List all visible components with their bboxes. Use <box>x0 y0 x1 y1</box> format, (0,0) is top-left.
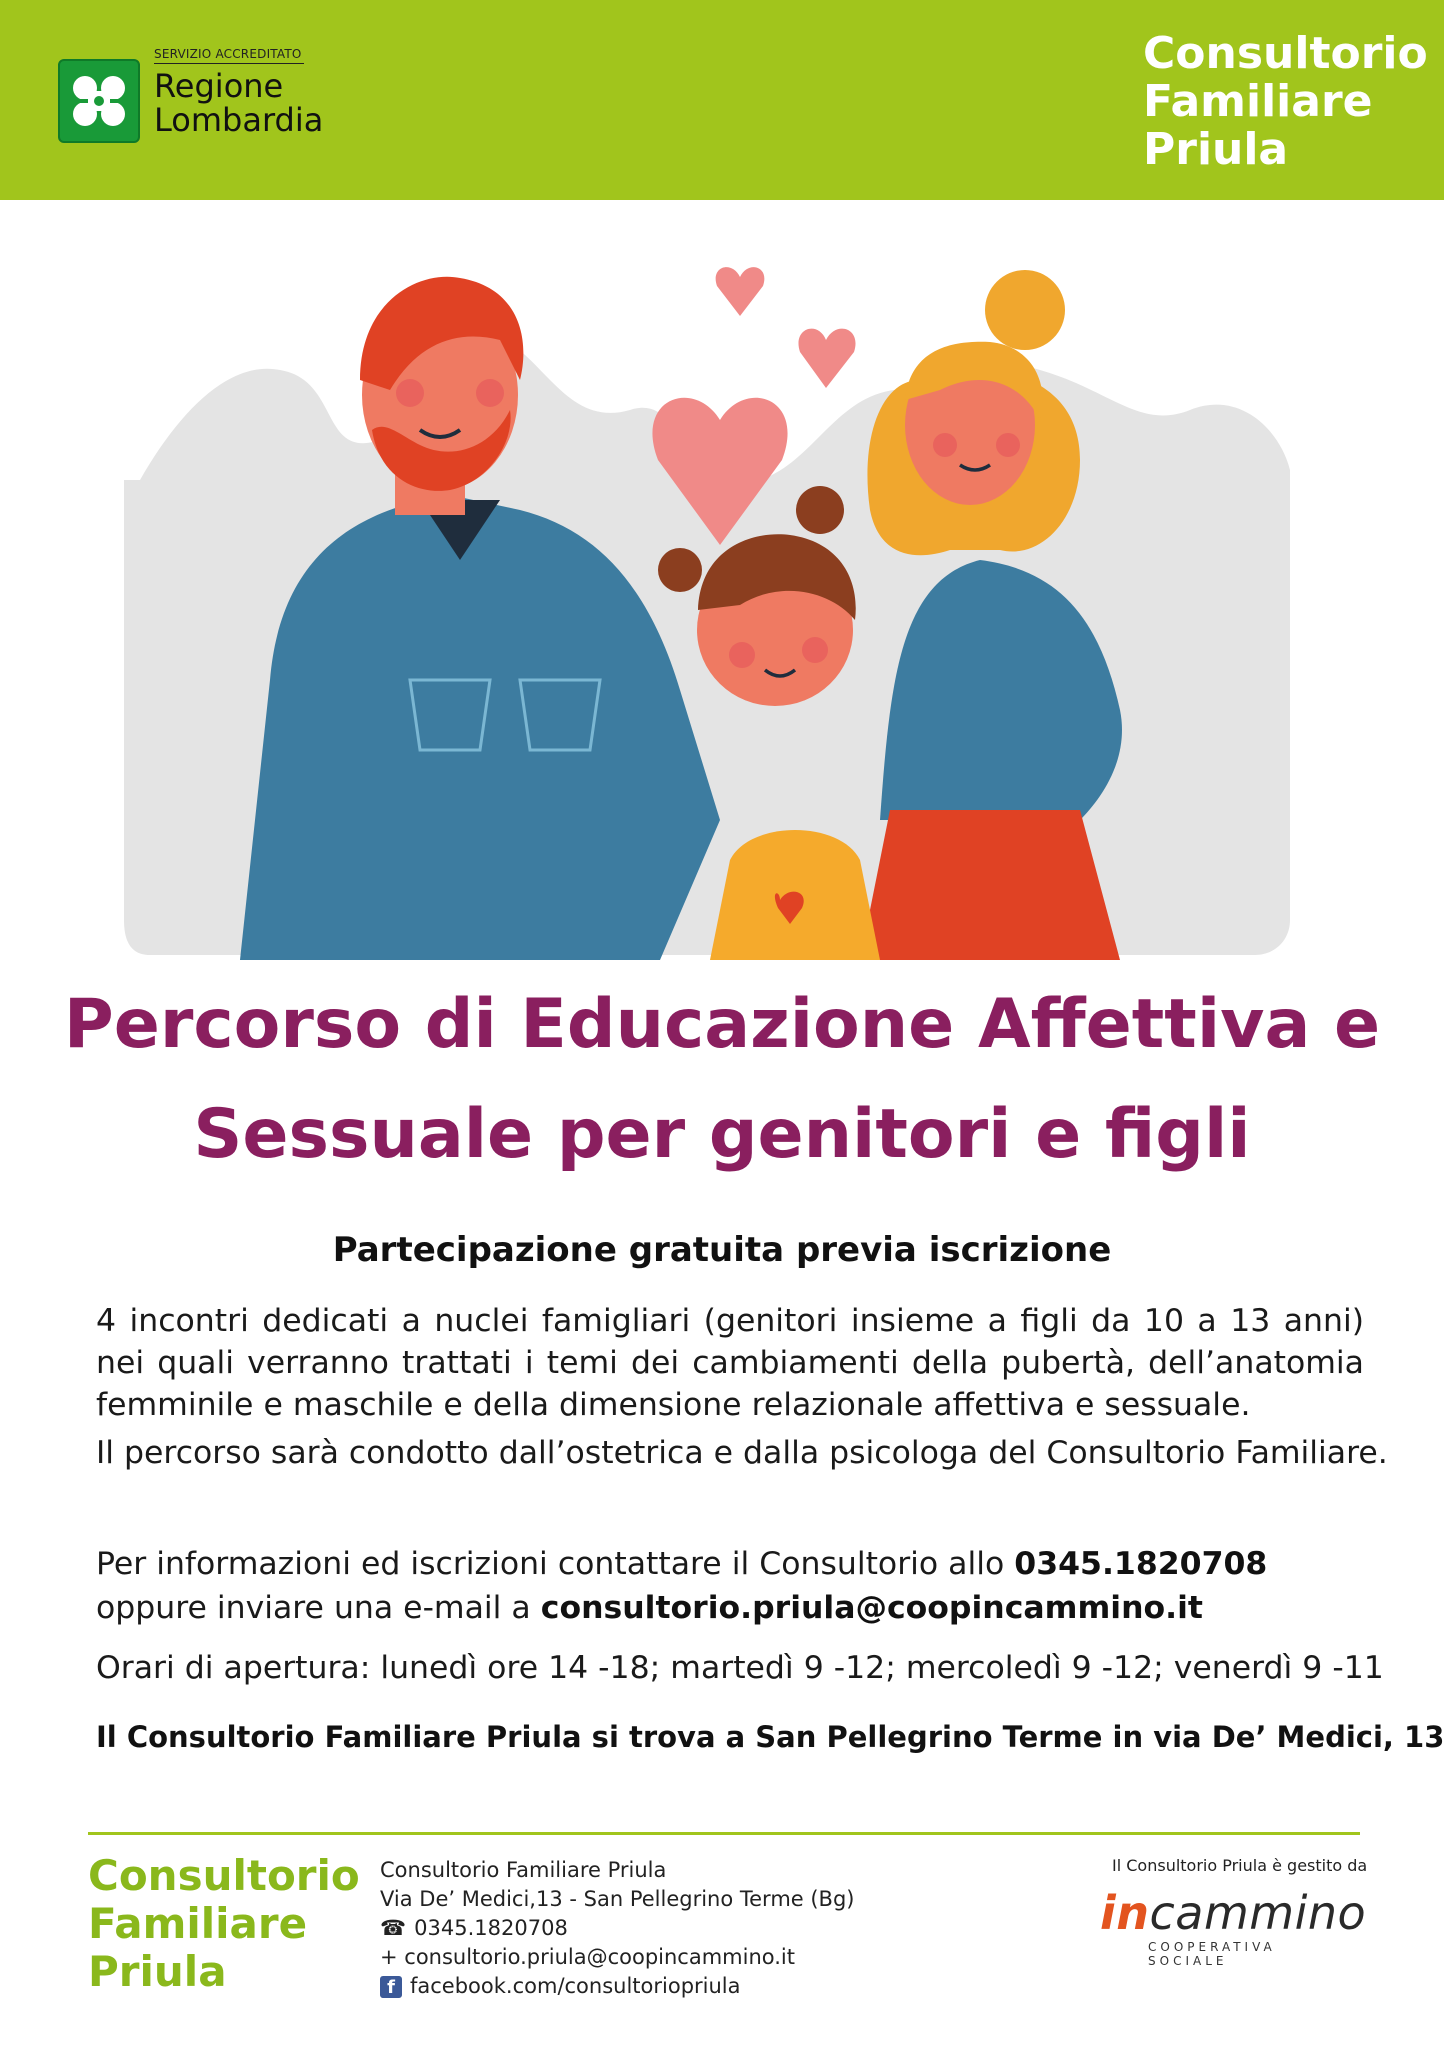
footer-facebook-row: f facebook.com/consultoriopriula <box>380 1972 855 2001</box>
lombardia-rose-icon <box>58 59 140 143</box>
facebook-icon: f <box>380 1976 402 1998</box>
footer-divider <box>88 1832 1360 1835</box>
contact-info: Per informazioni ed iscrizioni contattare il Consultorio allo 0345.1820708 oppure inviare una e-mail a consultorio.priula@coopincammino.it <box>96 1546 1268 1626</box>
footer-brand: Consultorio Familiare Priula <box>88 1851 360 1996</box>
contact-phone: 0345.1820708 <box>1014 1546 1268 1582</box>
father-figure <box>240 277 720 960</box>
opening-hours: Orari di apertura: lunedì ore 14 -18; martedì 9 -12; mercoledì 9 -12; venerdì 9 -11 <box>96 1650 1384 1686</box>
footer-contact-block <box>380 1856 855 2001</box>
accreditation-label: SERVIZIO ACCREDITATO <box>154 47 304 64</box>
description-paragraph: 4 incontri dedicati a nuclei famigliari (genitori insieme a figli da 10 a 13 anni) nei quali verranno trattati i temi dei cambiamenti della pubertà, dell’anatomia femminile e maschile e della dimensione relazionale affettiva e sessuale. <box>96 1303 1364 1423</box>
managed-by-label: Il Consultorio Priula è gestito da <box>1112 1856 1368 1875</box>
region-name: Regione Lombardia <box>154 67 324 139</box>
description-paragraph: Il percorso sarà condotto dall’ostetrica e dalla psicologa del Consultorio Familiare. <box>96 1435 1388 1471</box>
footer-email: + consultorio.priula@coopincammino.it <box>380 1945 795 1969</box>
header-band <box>0 0 1444 200</box>
regione-lombardia-logo <box>58 47 358 152</box>
footer-name: Consultorio Familiare Priula <box>380 1858 667 1882</box>
subheading: Partecipazione gratuita previa iscrizione <box>332 1230 1112 1270</box>
description <box>96 1300 1388 1474</box>
incammino-logo: incammino COOPERATIVA SOCIALE <box>1100 1886 1367 1968</box>
family-illustration <box>120 260 1330 960</box>
footer-address: Via De’ Medici,13 - San Pellegrino Terme (Bg) <box>380 1887 855 1911</box>
main-title: Percorso di Educazione Affettiva e Sessuale per genitori e figli <box>63 985 1381 1174</box>
header-title: Consultorio Familiare Priula <box>1143 28 1428 175</box>
address-line: Il Consultorio Familiare Priula si trova a San Pellegrino Terme in via De’ Medici, 13 <box>96 1720 1444 1754</box>
footer-phone-row: ☎ 0345.1820708 <box>380 1914 855 1943</box>
telephone-icon: ☎ <box>380 1916 407 1940</box>
contact-email: consultorio.priula@coopincammino.it <box>540 1590 1203 1626</box>
